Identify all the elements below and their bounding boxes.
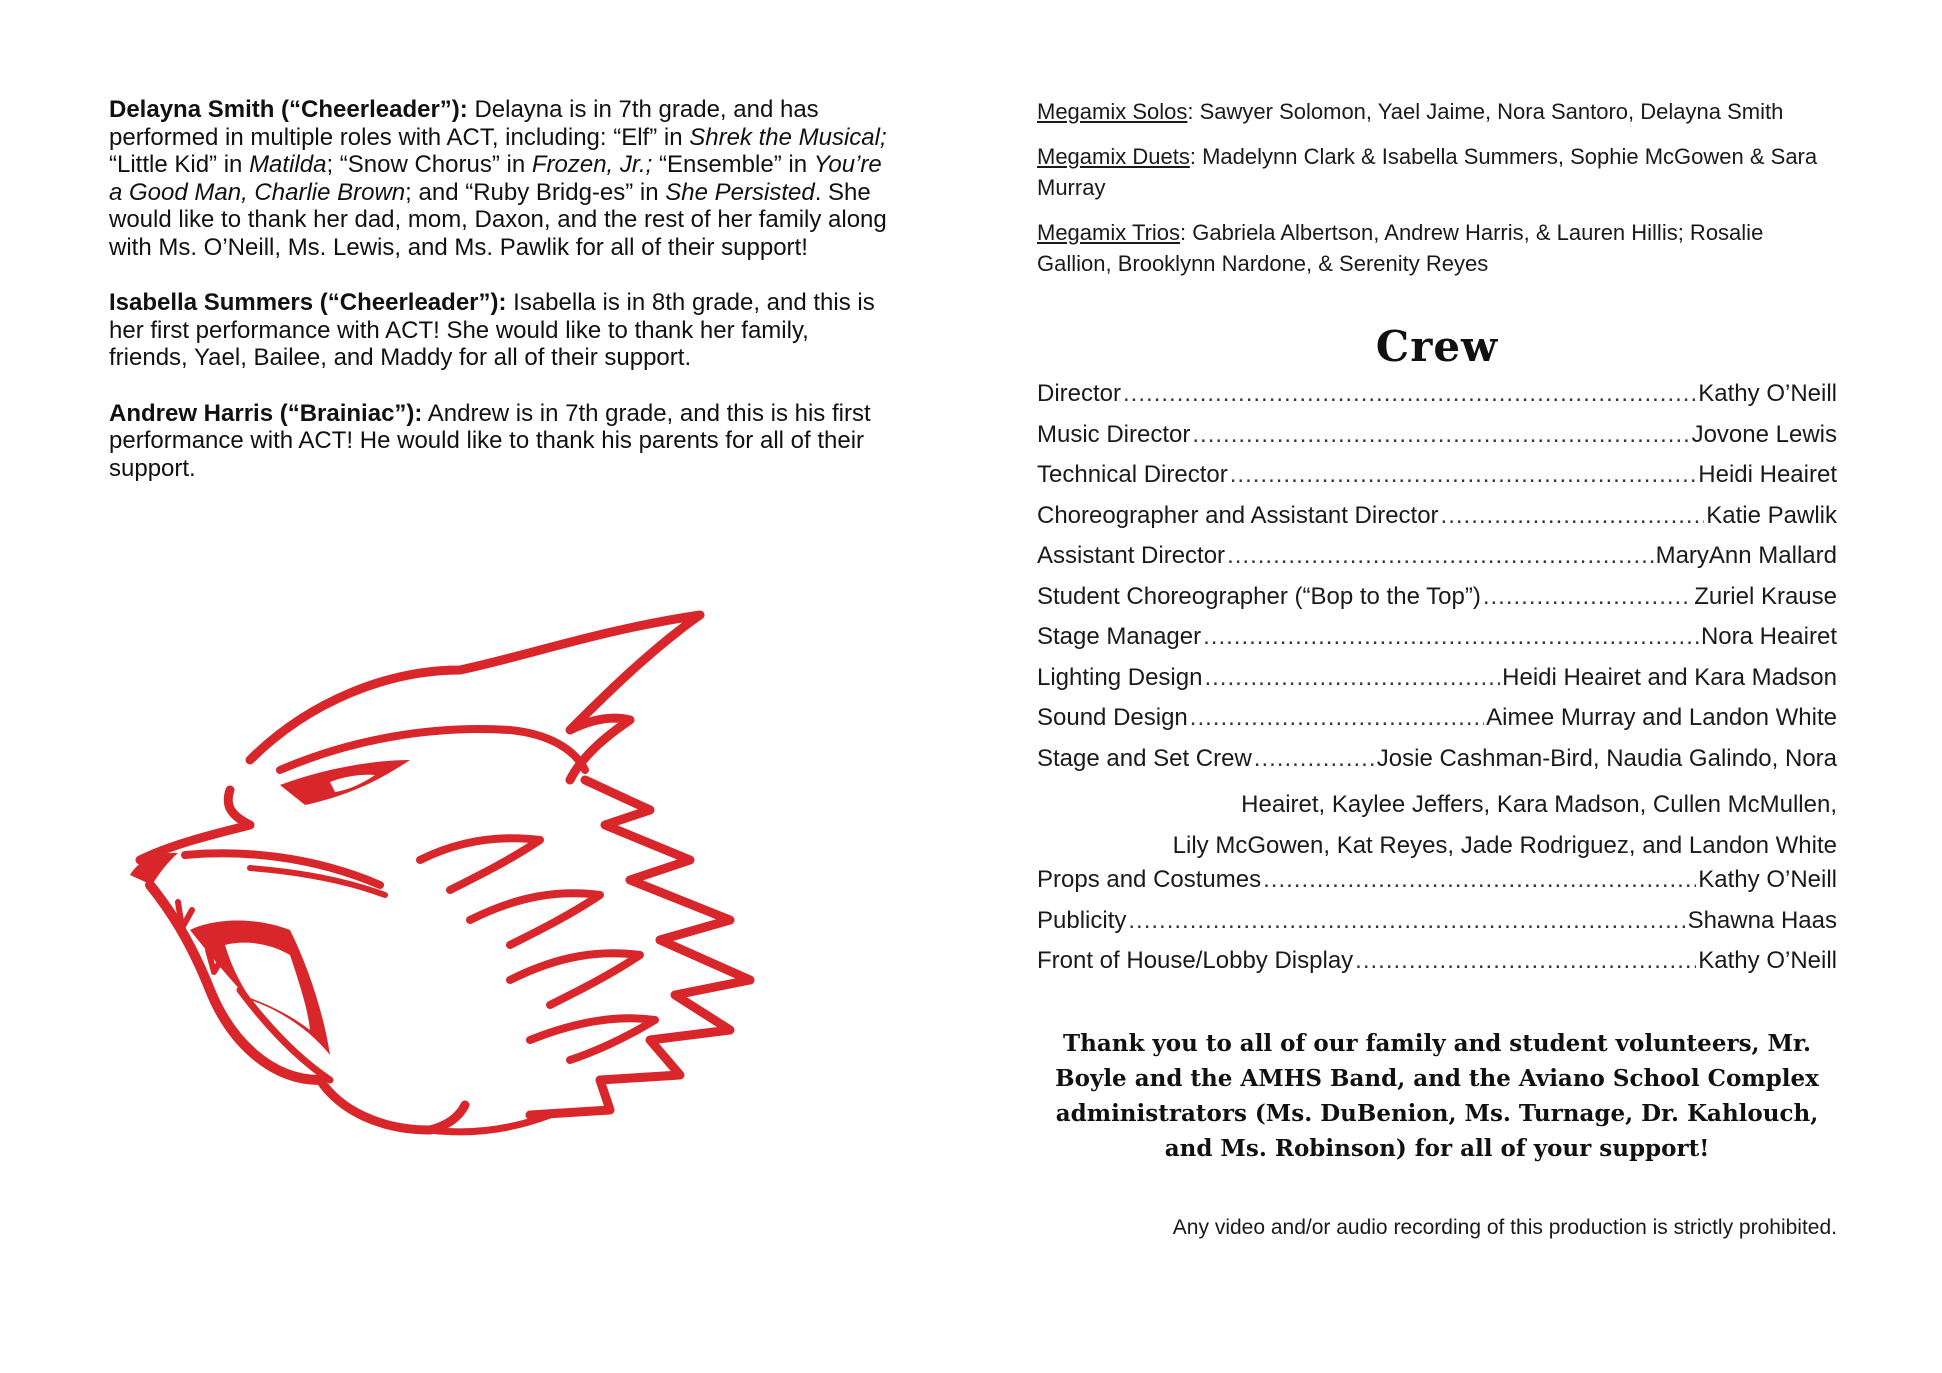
crew-role: Technical Director (1037, 461, 1228, 488)
bio-name: Andrew Harris (“Brainiac”): (109, 399, 423, 427)
crew-member: Shawna Haas (1687, 906, 1837, 934)
crew-row-choreographer (1037, 502, 1837, 543)
crew-member: Nora Heairet (1700, 623, 1837, 650)
crew-row-technical-director (1037, 461, 1837, 502)
crew-role: Lighting Design (1037, 663, 1203, 691)
crew-row-lighting-design (1037, 664, 1837, 705)
show-title: Frozen, Jr.; (531, 151, 653, 178)
crew-member: Katie Pawlik (1706, 501, 1837, 529)
dot-leader (1355, 947, 1696, 975)
crew-continuation-line: Heairet, Kaylee Jeffers, Kara Madson, Cullen McMullen, (1241, 791, 1837, 818)
crew-row-music-director (1037, 421, 1837, 462)
bio-isabella-summers (109, 289, 889, 372)
dot-leader (1204, 664, 1500, 692)
crew-heading: Crew (1375, 322, 1499, 371)
crew-continuation-line: Lily McGowen, Kat Reyes, Jade Rodriguez, and Landon White (1172, 831, 1837, 859)
dot-leader (1230, 461, 1697, 489)
crew-role: Stage Manager (1037, 623, 1202, 650)
megamix-label: Megamix Solos (1037, 99, 1188, 124)
crew-row-director (1037, 380, 1837, 421)
dot-leader (1483, 583, 1692, 611)
dot-leader (1128, 907, 1685, 935)
show-title: She Persisted (665, 178, 815, 206)
crew-member: Josie Cashman-Bird, Naudia Galindo, Nora (1376, 744, 1837, 772)
megamix-duets (1037, 141, 1837, 203)
crew-role: Front of House/Lobby Display (1037, 947, 1354, 974)
crew-member: Heidi Heairet and Kara Madson (1502, 663, 1837, 691)
crew-row-publicity (1037, 907, 1837, 948)
bio-name: Delayna Smith (“Cheerleader”): (109, 96, 468, 123)
crew-row-assistant-director (1037, 542, 1837, 583)
dot-leader (1227, 542, 1654, 570)
crew-list (1037, 380, 1837, 988)
crew-role: Music Director (1037, 420, 1191, 448)
show-title: You’re a Good Man, Charlie Brown (109, 151, 882, 206)
megamix-names: : Gabriela Albertson, Andrew Harris, & Lauren Hillis; Rosalie Gallion, Brooklynn Nardone, & Serenity Reyes (1037, 220, 1764, 276)
left-page-bios (109, 96, 889, 510)
dot-leader (1190, 704, 1484, 732)
megamix-names: : Madelynn Clark & Isabella Summers, Sophie McGowen & Sara Murray (1037, 144, 1818, 200)
crew-member: Jovone Lewis (1691, 420, 1837, 448)
bio-text: Andrew is in 7th grade, and this is his first performance with ACT! He would like to thank his parents for all of their support. (109, 399, 871, 482)
bio-andrew-harris (109, 400, 889, 483)
bio-text: “Ensemble” in (652, 151, 814, 178)
crew-row-front-of-house (1037, 947, 1837, 988)
dot-leader (1192, 421, 1689, 449)
bio-name: Isabella Summers (“Cheerleader”): (109, 289, 507, 316)
crew-member: Kathy O’Neill (1698, 866, 1837, 893)
crew-role: Assistant Director (1037, 542, 1226, 569)
crew-role: Stage and Set Crew (1037, 744, 1252, 772)
crew-row-student-choreographer (1037, 583, 1837, 624)
dot-leader (1203, 623, 1699, 651)
crew-role: Sound Design (1037, 704, 1188, 731)
dot-leader (1254, 745, 1375, 773)
show-title: Shrek the Musical; (689, 123, 887, 151)
recording-notice: Any video and/or audio recording of this production is strictly prohibited. (1172, 1216, 1837, 1239)
bio-text: ; “Snow Chorus” in (326, 151, 532, 178)
bio-delayna-smith (109, 96, 889, 261)
bio-text: Delayna is in 7th grade, and has performed in multiple roles with ACT, including: “Elf” in (109, 96, 819, 151)
megamix-label: Megamix Trios (1037, 220, 1181, 245)
bio-text: . She would like to thank her dad, mom, Daxon, and the rest of her family along with Ms. O’Neill, Ms. Lewis, and Ms. Pawlik for all of their support! (109, 178, 887, 261)
crew-member: Zuriel Krause (1694, 582, 1837, 610)
megamix-section (1037, 96, 1837, 293)
dot-leader (1123, 380, 1696, 408)
show-title: Matilda (249, 151, 327, 178)
crew-role: Publicity (1037, 906, 1127, 934)
bio-text: Isabella is in 8th grade, and this is her first performance with ACT! She would like to thank her family, friends, Yael, Bailee, and Maddy for all of their support. (109, 289, 875, 371)
megamix-solos (1037, 96, 1837, 127)
dot-leader (1263, 866, 1696, 894)
crew-role: Choreographer and Assistant Director (1037, 501, 1439, 529)
megamix-label: Megamix Duets (1037, 144, 1190, 169)
thank-you-note: Thank you to all of our family and student volunteers, Mr. Boyle and the AMHS Band, and the Aviano School Complex administrators (Ms. DuBenion, Ms. Turnage, Dr. Kahlouch, and Ms. Robinson) for all of your support! (1055, 1030, 1819, 1162)
crew-role: Director (1037, 380, 1122, 407)
wildcat-mascot-icon (130, 610, 795, 1150)
crew-row-stage-manager (1037, 623, 1837, 664)
crew-member: Kathy O’Neill (1698, 380, 1837, 407)
megamix-trios (1037, 217, 1837, 279)
crew-role: Student Choreographer (“Bop to the Top”) (1037, 582, 1481, 610)
crew-member: MaryAnn Mallard (1655, 542, 1837, 569)
crew-row-stage-set-crew (1037, 745, 1837, 786)
crew-role: Props and Costumes (1037, 866, 1262, 893)
crew-row-sound-design (1037, 704, 1837, 745)
crew-member: Kathy O’Neill (1698, 947, 1837, 974)
crew-member: Heidi Heairet (1698, 461, 1837, 488)
megamix-names: : Sawyer Solomon, Yael Jaime, Nora Santoro, Delayna Smith (1187, 99, 1784, 124)
dot-leader (1441, 502, 1705, 530)
crew-row-props-costumes (1037, 866, 1837, 907)
bio-text: “Little Kid” in (109, 151, 250, 178)
crew-member: Aimee Murray and Landon White (1486, 704, 1837, 731)
bio-text: ; and “Ruby Bridg-es” in (405, 178, 666, 206)
